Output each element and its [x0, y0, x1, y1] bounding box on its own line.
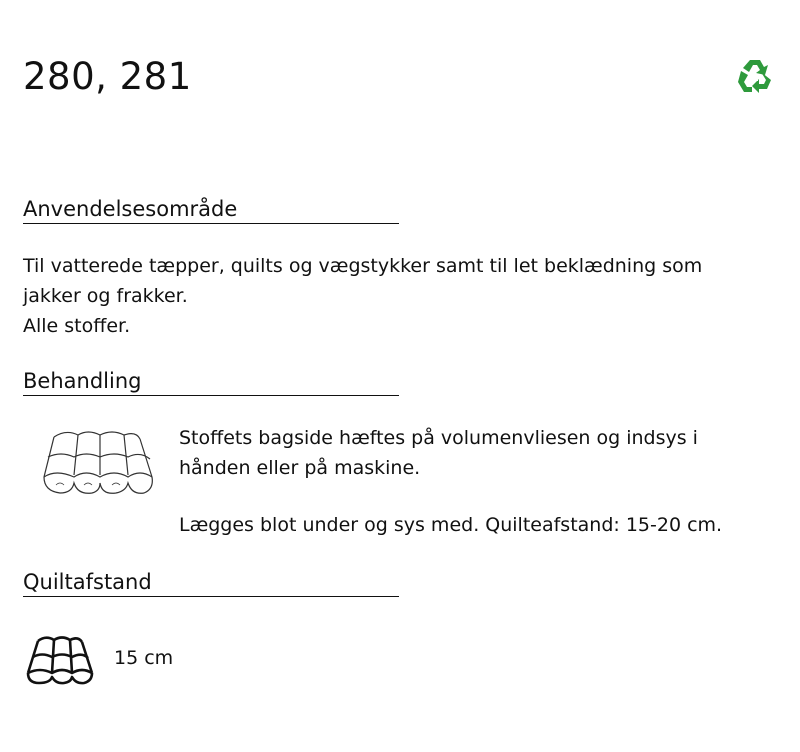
treatment-description [179, 423, 779, 483]
treatment-note: Lægges blot under og sys med. Quilteafstand: 15-20 cm. [179, 514, 723, 536]
treatment-line: hånden eller på maskine. [179, 457, 421, 479]
section-heading-area: Anvendelsesområde [23, 196, 399, 224]
section-heading-quilt-spacing: Quiltafstand [23, 569, 399, 597]
page-title: 280, 281 [23, 55, 192, 98]
recycle-icon [735, 56, 775, 96]
quilt-spacing-value: 15 cm [114, 647, 174, 669]
svg-text:1: 1 [751, 71, 759, 84]
area-description [23, 251, 783, 341]
area-line: jakker og frakker. [23, 285, 188, 307]
section-heading-treatment: Behandling [23, 368, 399, 396]
area-line: Alle stoffer. [23, 315, 131, 337]
treatment-line: Stoffets bagside hæftes på volumenvliesen og indsys i [179, 427, 698, 449]
quilted-fabric-icon [36, 425, 156, 500]
quilt-spacing-icon [24, 633, 96, 688]
area-line: Til vatterede tæpper, quilts og vægstykker samt til let beklædning som [23, 255, 703, 277]
